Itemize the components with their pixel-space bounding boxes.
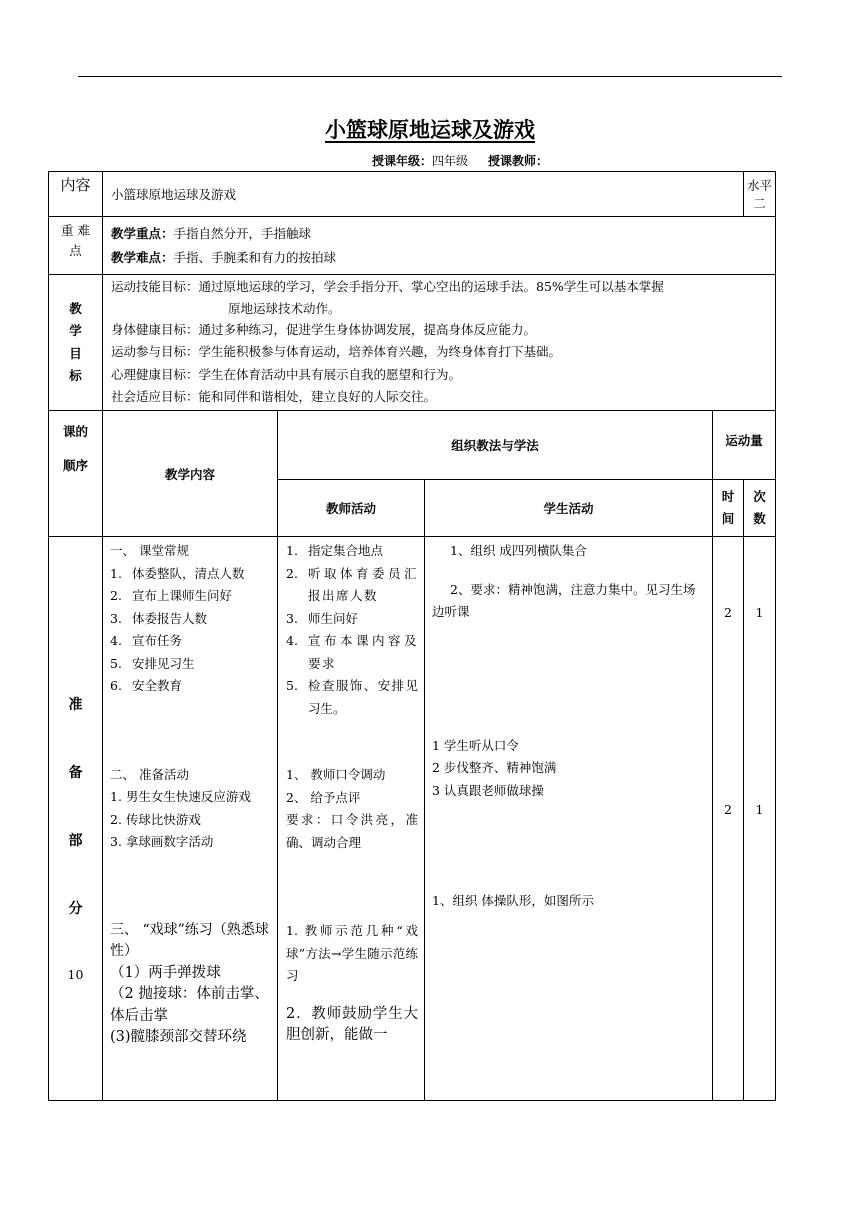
prep-count <box>744 537 776 1101</box>
list-item: （2 抛接球：体前击掌、体后击掌 <box>110 986 269 1024</box>
doc-meta <box>372 152 548 169</box>
header-content: 教学内容 <box>103 411 278 537</box>
goal-social: 社会适应目标：能和同伴和谐相处，建立良好的人际交往。 <box>111 389 437 404</box>
header-rule <box>78 76 782 77</box>
routine-count: 1 <box>755 605 764 620</box>
list-item: 5. 检查服饰、安排见习生。 <box>286 678 418 716</box>
list-item: 4. 宣布任务 <box>110 633 183 648</box>
goal-skill: 运动技能目标：通过原地运球的学习，学会手指分开、掌心空出的运球手法。85%学生可以基本掌握 <box>111 279 664 294</box>
teaching-difficulty: 教学难点：手指、手腕柔和有力的按拍球 <box>111 250 337 265</box>
list-item: （1）两手弹拨球 <box>110 964 221 981</box>
routine-heading: 一、 课堂常规 <box>110 543 189 558</box>
key-points-content <box>103 217 776 275</box>
grade-value: 四年级 <box>432 154 469 168</box>
header-load: 运动量 <box>713 411 776 480</box>
list-item: 1、 教师口令调动 <box>286 767 386 782</box>
goals-row <box>49 275 776 411</box>
teaching-focus: 教学重点：手指自然分开，手指触球 <box>111 226 312 241</box>
prep-content <box>103 537 278 1101</box>
header-order: 课的 顺序 <box>49 411 103 537</box>
ballplay-heading: 三、 “戏球”练习（熟悉球性） <box>110 921 269 959</box>
list-item: 1. 指定集合地点 <box>286 543 384 558</box>
routine-student-2: 2、要求：精神饱满，注意力集中。见习生场边听课 <box>432 581 696 619</box>
list-item: 2、 给予点评 <box>286 789 361 805</box>
list-item: 2. 宣布上课师生问好 <box>110 588 233 603</box>
goal-health: 身体健康目标：通过多种练习，促进学生身体协调发展，提高身体反应能力。 <box>111 321 537 337</box>
list-item: 2. 传球比快游戏 <box>110 811 201 827</box>
header-student: 学生活动 <box>425 480 713 537</box>
prep-order-number: 10 <box>67 967 84 982</box>
header-teacher: 教师活动 <box>278 480 425 537</box>
header-method: 组织教法与学法 <box>278 411 713 480</box>
key-points-label: 重 难 点 <box>49 217 103 275</box>
list-item: 2 步伐整齐、精神饱满 <box>432 760 557 775</box>
warmup-count: 1 <box>755 802 764 817</box>
prep-section-label: 准 备 部 分 10 <box>49 537 103 1101</box>
goal-skill-cont: 原地运球技术动作。 <box>228 300 341 316</box>
list-item: 3 认真跟老师做球操 <box>432 782 544 798</box>
prep-row <box>49 537 776 1101</box>
header-count: 次 数 <box>744 480 776 537</box>
lesson-plan-table <box>48 171 776 1101</box>
list-item: 1. 男生女生快速反应游戏 <box>110 789 251 804</box>
content-row <box>49 172 776 217</box>
ballplay-teacher-2: 2．教师鼓励学生大胆创新，能做一 <box>286 1005 418 1043</box>
content-label: 内容 <box>49 172 103 217</box>
ballplay-teacher-1: 1. 教师示范几种“戏球”方法→学生随示范练习 <box>286 923 418 983</box>
list-item: 3. 拿球画数字活动 <box>110 834 214 849</box>
goals-label: 教 学 目 标 <box>49 275 103 411</box>
list-item: 5. 安排见习生 <box>110 655 195 671</box>
ballplay-student-1: 1、组织 体操队形，如图所示 <box>432 893 594 908</box>
routine-student-1: 1、组织 成四列横队集合 <box>450 543 587 558</box>
routine-time: 2 <box>724 605 732 620</box>
list-item: 4. 宣布本课内容及要求 <box>286 633 418 671</box>
list-item: 3. 体委报告人数 <box>110 610 208 626</box>
content-value: 小篮球原地运球及游戏 <box>103 172 744 217</box>
prep-teacher <box>278 537 425 1101</box>
grade-label: 授课年级： <box>372 154 433 168</box>
routine-list <box>110 563 273 698</box>
list-item: 3. 师生问好 <box>286 610 359 626</box>
list-item: 1 学生听从口令 <box>432 737 519 753</box>
teacher-label: 授课教师： <box>488 154 549 168</box>
header-row-1 <box>49 411 776 480</box>
doc-title: 小篮球原地运球及游戏 <box>325 118 535 142</box>
list-item: 2. 听取体育委员汇报出席人数 <box>286 565 418 603</box>
warmup-time: 2 <box>724 802 732 817</box>
goal-mental: 心理健康目标：学生在体育活动中具有展示自我的愿望和行为。 <box>111 366 462 382</box>
list-item: 要求：口令洪亮，准确、调动合理 <box>286 812 418 850</box>
list-item: (3)髋膝颈部交替环绕 <box>110 1029 247 1045</box>
list-item: 6. 安全教育 <box>110 678 183 693</box>
key-points-row <box>49 217 776 275</box>
prep-student <box>425 537 713 1101</box>
warmup-heading: 二、 准备活动 <box>110 766 189 782</box>
prep-time <box>713 537 744 1101</box>
header-time: 时 间 <box>713 480 744 537</box>
goal-participation: 运动参与目标：学生能积极参与体育运动，培养体育兴趣，为终身体育打下基础。 <box>111 344 562 359</box>
goals-content <box>103 275 776 411</box>
list-item: 1. 体委整队，清点人数 <box>110 565 245 581</box>
routine-teacher-list <box>286 540 418 720</box>
level-value: 水平二 <box>744 172 776 217</box>
